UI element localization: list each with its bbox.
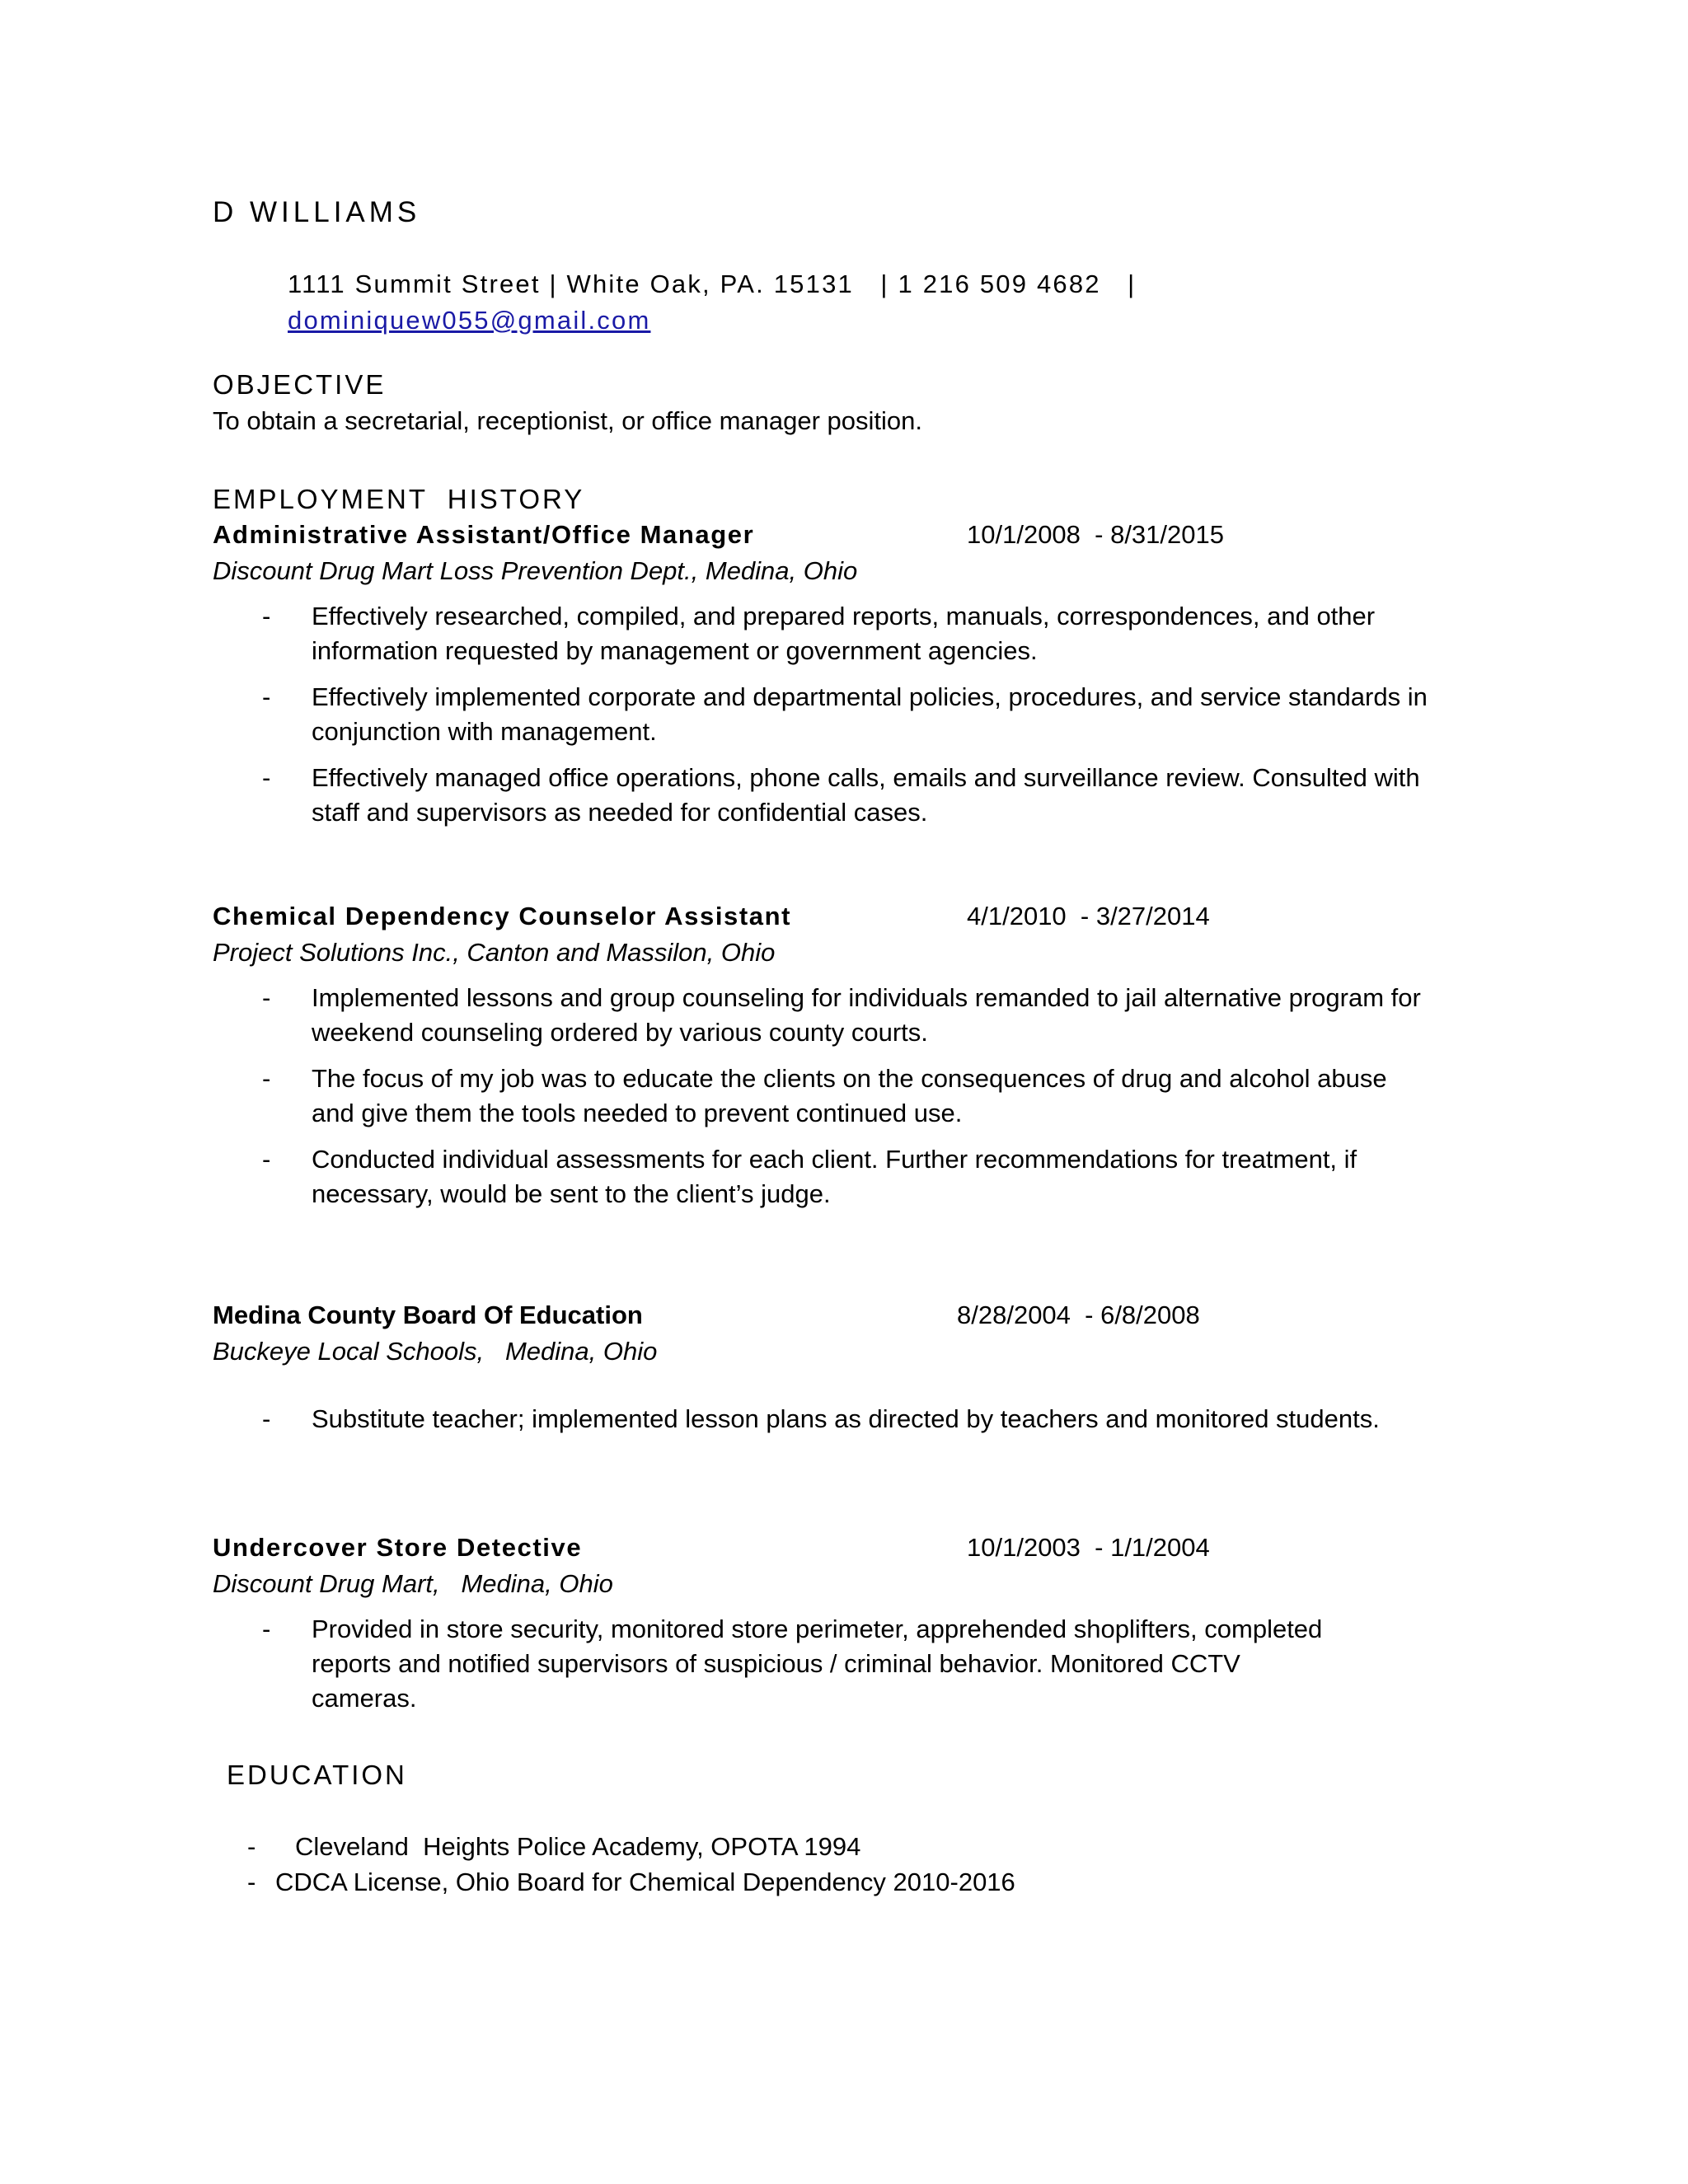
education-heading: EDUCATION bbox=[227, 1760, 407, 1790]
bullet-dash: - bbox=[262, 983, 271, 1012]
list-item bbox=[262, 761, 1432, 830]
list-item bbox=[247, 1829, 861, 1864]
list-item bbox=[262, 1402, 1432, 1436]
education-list bbox=[247, 1829, 1015, 1900]
bullet-text: Conducted individual assessments for each client. Further recommendations for treatment, if necessary, would be sent to the client’s judge. bbox=[312, 1145, 1357, 1208]
job-title: Chemical Dependency Counselor Assistant bbox=[213, 902, 792, 930]
education-item: Cleveland Heights Police Academy, OPOTA 1994 bbox=[295, 1832, 861, 1861]
bullet-text: Provided in store security, monitored store perimeter, apprehended shoplifters, completed reports and notified supervisors of suspicious / criminal behavior. Monitored CCTV cameras. bbox=[312, 1615, 1323, 1713]
objective-text: To obtain a secretarial, receptionist, or office manager position. bbox=[213, 406, 923, 435]
bullet-text: Effectively managed office operations, phone calls, emails and surveillance review. Consulted with staff and supervisors as needed for confidential cases. bbox=[312, 763, 1420, 827]
bullet-text: Substitute teacher; implemented lesson plans as directed by teachers and monitored students. bbox=[312, 1404, 1380, 1433]
list-item bbox=[262, 1142, 1432, 1212]
list-item bbox=[262, 599, 1432, 668]
contact-line: 1111 Summit Street | White Oak, PA. 15131 | 1 216 509 4682 | bbox=[288, 269, 1137, 298]
bullet-dash: - bbox=[262, 1615, 271, 1643]
bullet-dash: - bbox=[262, 682, 271, 711]
job-title: Medina County Board Of Education bbox=[213, 1301, 643, 1329]
contact-block bbox=[288, 266, 1136, 339]
objective-heading: OBJECTIVE bbox=[213, 369, 387, 400]
bullet-text: Effectively implemented corporate and departmental policies, procedures, and service standards in conjunction with management. bbox=[312, 682, 1428, 746]
bullet-dash: - bbox=[262, 1404, 271, 1433]
list-item bbox=[262, 981, 1432, 1050]
bullet-dash: - bbox=[262, 1064, 271, 1093]
list-item bbox=[262, 1612, 1350, 1716]
education-item: CDCA License, Ohio Board for Chemical Dependency 2010-2016 bbox=[275, 1868, 1015, 1896]
job-bullets bbox=[262, 981, 1432, 1223]
job-dates: 10/1/2008 - 8/31/2015 bbox=[967, 520, 1224, 549]
list-item bbox=[262, 680, 1432, 749]
list-item bbox=[247, 1864, 1015, 1900]
bullet-dash: - bbox=[262, 763, 271, 792]
job-company: Discount Drug Mart Loss Prevention Dept., Medina, Ohio bbox=[213, 556, 858, 585]
email-link[interactable]: dominiquew055@gmail.com bbox=[288, 306, 651, 335]
job-bullets bbox=[262, 599, 1432, 841]
job-bullets bbox=[262, 1612, 1350, 1727]
bullet-text: The focus of my job was to educate the clients on the consequences of drug and alcohol abuse and give them the tools needed to prevent continued use. bbox=[312, 1064, 1387, 1127]
job-company: Discount Drug Mart, Medina, Ohio bbox=[213, 1569, 613, 1598]
job-title: Undercover Store Detective bbox=[213, 1533, 583, 1562]
job-company: Buckeye Local Schools, Medina, Ohio bbox=[213, 1337, 658, 1366]
bullet-dash: - bbox=[262, 602, 271, 630]
bullet-text: Effectively researched, compiled, and prepared reports, manuals, correspondences, and other information requested by management or government agencies. bbox=[312, 602, 1376, 665]
job-bullets bbox=[262, 1402, 1432, 1448]
job-dates: 4/1/2010 - 3/27/2014 bbox=[967, 902, 1210, 930]
job-title: Administrative Assistant/Office Manager bbox=[213, 520, 755, 549]
employment-heading: EMPLOYMENT HISTORY bbox=[213, 484, 585, 514]
bullet-text: Implemented lessons and group counseling for individuals remanded to jail alternative program for weekend counseling ordered by various county courts. bbox=[312, 983, 1421, 1047]
bullet-dash: - bbox=[247, 1868, 256, 1896]
list-item bbox=[262, 1062, 1432, 1131]
applicant-name: D WILLIAMS bbox=[213, 196, 421, 228]
job-dates: 8/28/2004 - 6/8/2008 bbox=[957, 1301, 1200, 1329]
bullet-dash: - bbox=[247, 1832, 256, 1861]
bullet-dash: - bbox=[262, 1145, 271, 1174]
job-company: Project Solutions Inc., Canton and Massilon, Ohio bbox=[213, 938, 776, 967]
job-dates: 10/1/2003 - 1/1/2004 bbox=[967, 1533, 1210, 1562]
